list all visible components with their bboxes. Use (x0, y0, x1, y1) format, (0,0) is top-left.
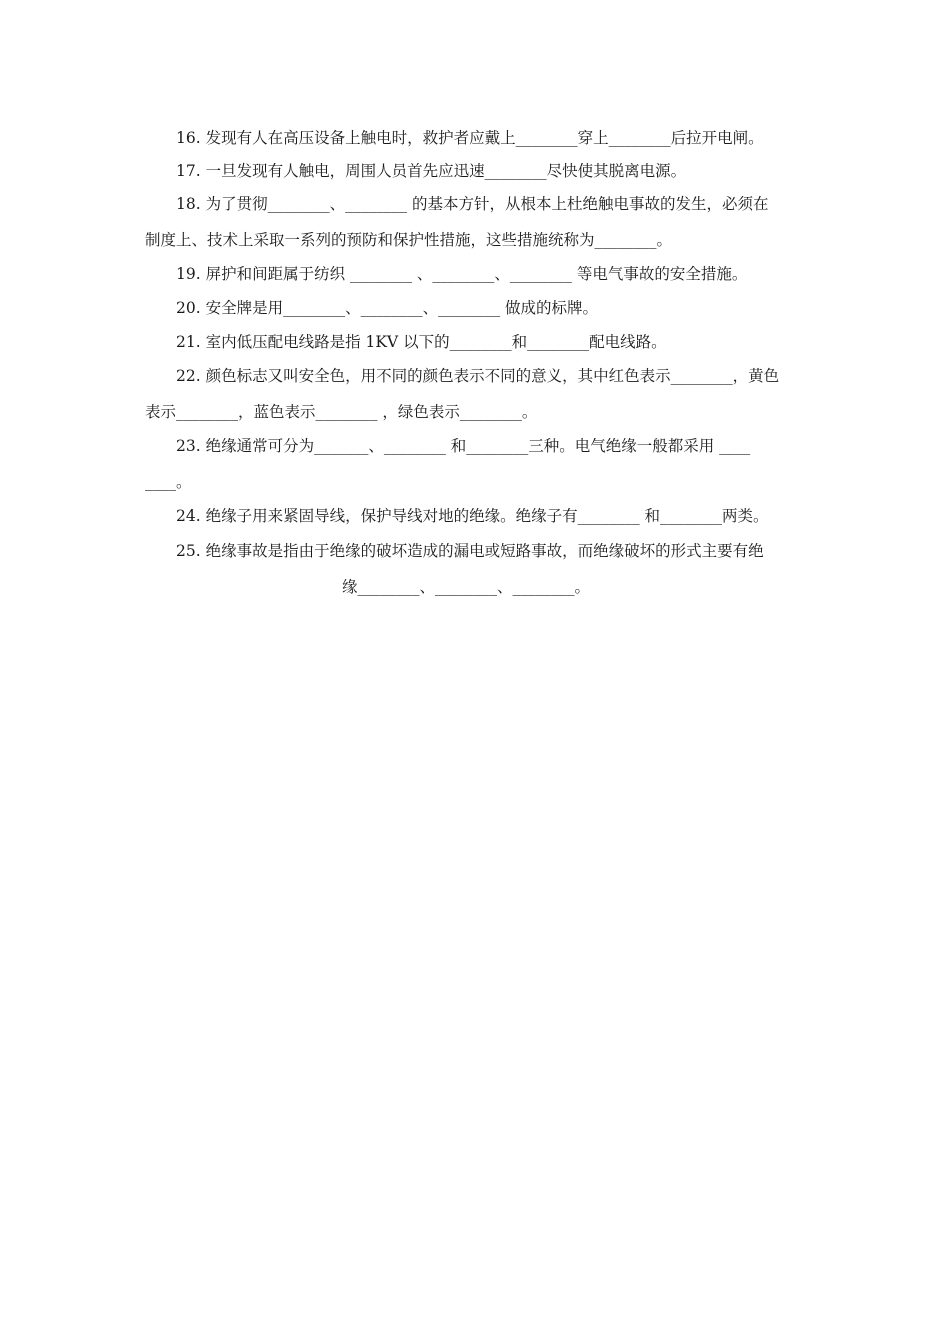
question-23-line-2: ____。 (145, 473, 192, 491)
question-21: 21. 室内低压配电线路是指 1KV 以下的________和________配电线路。 (176, 333, 667, 351)
question-25-line-1: 25. 绝缘事故是指由于绝缘的破坏造成的漏电或短路事故，而绝缘破坏的形式主要有绝 (176, 542, 764, 560)
question-22-line-1: 22. 颜色标志又叫安全色，用不同的颜色表示不同的意义，其中红色表示________，黄色 (176, 367, 780, 385)
question-16: 16. 发现有人在高压设备上触电时，救护者应戴上________穿上________后拉开电闸。 (176, 129, 764, 147)
question-17: 17. 一旦发现有人触电，周围人员首先应迅速________尽快使其脱离电源。 (176, 162, 687, 180)
question-23-line-1: 23. 绝缘通常可分为_______、________ 和________三种。电气绝缘一般都采用 ____ (176, 437, 751, 455)
question-18-line-2: 制度上、技术上采取一系列的预防和保护性措施，这些措施统称为________。 (145, 231, 673, 249)
question-25-line-2: 缘________、________、________。 (342, 578, 591, 596)
question-24: 24. 绝缘子用来紧固导线，保护导线对地的绝缘。绝缘子有________ 和________两类。 (176, 507, 769, 525)
question-19: 19. 屏护和间距属于纺织 ________ 、________、________ 等电气事故的安全措施。 (176, 265, 748, 283)
question-20: 20. 安全牌是用________、________、________ 做成的标牌。 (176, 299, 599, 317)
question-22-line-2: 表示________，蓝色表示________ ，绿色表示________。 (145, 403, 538, 421)
question-18-line-1: 18. 为了贯彻________、________ 的基本方针，从根本上杜绝触电事故的发生，必须在 (176, 195, 769, 213)
